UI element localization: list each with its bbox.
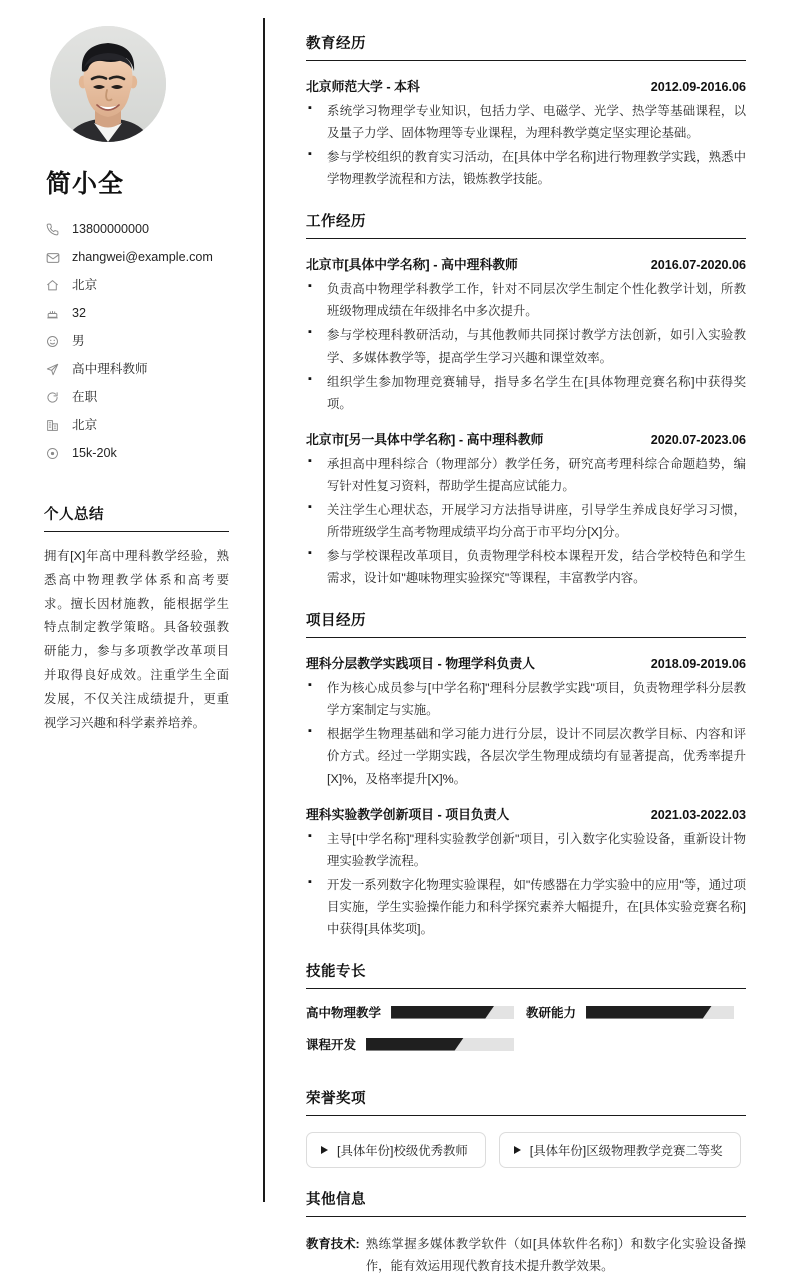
contact-value: 13800000000 [72,221,150,236]
contact-list [44,216,229,467]
skill-item [306,1003,526,1021]
entry-date: 2018.09-2019.06 [650,657,746,672]
contact-item-email [44,244,229,271]
skill-progress-fill [366,1038,464,1051]
section-heading: 项目经历 [306,609,746,638]
entry-date: 2016.07-2020.06 [650,258,746,273]
section-personal-summary [44,503,229,736]
list-item: ▪ 参与学校组织的教育实习活动，在[具体中学名称]进行物理教学实践，熟悉中学物理教学流程和方法，锻炼教学技能。 [306,146,746,190]
face-icon [44,334,61,349]
envelope-icon [44,250,61,265]
entry-date: 2020.07-2023.06 [650,432,746,447]
bullet-list [306,100,746,190]
page-title: 简小全 [46,170,125,198]
section-heading: 荣誉奖项 [306,1087,746,1116]
contact-item-age [44,300,229,327]
entry-header [306,804,746,823]
coin-icon [44,446,61,461]
cake-icon [44,306,61,321]
list-item: ▪ 开发一系列数字化物理实验课程，如"传感器在力学实验中的应用"等，通过项目实施，学生实验操作能力和科学探究素养大幅提升，在[具体实验竞赛名称]中获得[具体奖项]。 [306,874,746,940]
contact-value: 32 [72,305,87,320]
project-entry [306,653,746,789]
education-entry [306,76,746,190]
work-entry [306,429,746,589]
list-item: ▪ 主导[中学名称]"理科实验教学创新"项目，引入数字化实验设备，重新设计物理实验教学流程。 [306,828,746,872]
skill-label: 教研能力 [526,1006,577,1021]
entry-title: 北京市[具体中学名称] - 高中理科教师 [306,257,518,273]
entry-header [306,429,746,448]
contact-item-gender [44,328,229,355]
paper-plane-icon [44,362,61,377]
entry-header [306,254,746,273]
home-icon [44,278,61,293]
list-item: ▪ 负责高中物理学科教学工作，针对不同层次学生制定个性化教学计划，所教班级物理成绩在年级排名中多次提升。 [306,278,746,322]
vertical-divider [263,18,265,1202]
contact-value: 男 [72,333,85,348]
section-heading: 其他信息 [306,1188,746,1217]
other-info-row [306,1233,746,1277]
list-item: ▪ 作为核心成员参与[中学名称]"理科分层教学实践"项目，负责物理学科分层教学方案制定与实施。 [306,677,746,721]
contact-item-location [44,272,229,299]
bullet-list [306,278,746,414]
sidebar [0,0,263,1218]
section-heading: 个人总结 [44,503,229,532]
main-column [263,0,794,1274]
skill-progress-track [391,1006,514,1019]
building-icon [44,418,61,433]
avatar [50,26,166,142]
section-skills [306,960,746,1067]
skill-item [526,1003,746,1021]
contact-value: 北京 [72,277,98,292]
summary-text: 拥有[X]年高中理科教学经验，熟悉高中物理教学体系和高考要求。擅长因材施教，能根据学生特点制定教学策略。具备较强教研能力，参与多项教学改革项目并取得良好成效。注重学生全面发展，不仅关注成绩提升，更重视学习兴趣和科学素养培养。 [44,549,229,730]
contact-value: 15k-20k [72,445,117,460]
section-heading: 技能专长 [306,960,746,989]
contact-item-position [44,356,229,383]
skill-label: 课程开发 [306,1038,357,1053]
contact-item-status [44,384,229,411]
entry-title: 北京市[另一具体中学名称] - 高中理科教师 [306,431,544,447]
section-heading: 教育经历 [306,32,746,61]
contact-value: 北京 [72,417,98,432]
contact-item-salary [44,440,229,467]
list-item: ▪ 系统学习物理学专业知识，包括力学、电磁学、光学、热学等基础课程，以及量子力学、固体物理等专业课程，为理科教学奠定坚实理论基础。 [306,100,746,144]
list-item: ▪ 关注学生心理状态，开展学习方法指导讲座，引导学生养成良好学习习惯，所带班级学生高考物理成绩平均分高于市平均分[X]分。 [306,499,746,543]
skill-label: 高中物理教学 [306,1006,382,1021]
list-item: ▪ 组织学生参加物理竞赛辅导，指导多名学生在[具体物理竞赛名称]中获得奖项。 [306,371,746,415]
skill-progress-fill [586,1006,712,1019]
section-education [306,32,746,190]
entry-title: 北京师范大学 - 本科 [306,79,420,94]
section-work-experience [306,210,746,589]
bullet-list [306,828,746,940]
contact-item-city [44,412,229,439]
work-entry [306,254,746,414]
section-honors [306,1087,746,1168]
list-item: ▪ 承担高中理科综合（物理部分）教学任务，研究高考理科综合命题趋势，编写针对性复习资料，帮助学生提高应试能力。 [306,453,746,497]
bullet-list [306,677,746,789]
list-item: ▪ 参与学校课程改革项目，负责物理学科校本课程开发，结合学校特色和学生需求，设计如"趣味物理实验探究"等课程，丰富教学内容。 [306,545,746,589]
skill-progress-track [366,1038,514,1051]
section-other-info [306,1188,746,1277]
list-item: ▪ 参与学校理科教研活动，与其他教师共同探讨教学方法创新，如引入实验教学、多媒体教学等，提高学生学习兴趣和课堂效率。 [306,324,746,368]
honor-label: [具体年份]校级优秀教师 [337,1144,468,1159]
contact-value: 在职 [72,389,98,404]
contact-value: 高中理科教师 [72,361,148,376]
skills-grid [306,1003,746,1067]
bullet-list [306,453,746,589]
entry-date: 2021.03-2022.03 [650,807,746,822]
entry-date: 2012.09-2016.06 [650,80,746,94]
play-triangle-icon [514,1146,521,1154]
phone-icon [44,222,61,237]
contact-item-phone [44,216,229,243]
honor-badge [306,1132,486,1168]
entry-title: 理科实验教学创新项目 - 项目负责人 [306,806,510,822]
skill-progress-track [586,1006,734,1019]
list-item: ▪ 根据学生物理基础和学习能力进行分层，设计不同层次教学目标、内容和评价方式。经过一学期实践，各层次学生物理成绩均有显著提高，优秀率提升[X]%，及格率提升[X]%。 [306,723,746,789]
portrait-photo-icon [50,26,166,142]
play-triangle-icon [321,1146,328,1154]
other-info-label: 教育技术: [306,1237,360,1252]
entry-header [306,76,746,95]
refresh-icon [44,390,61,405]
entry-header [306,653,746,672]
other-info-value: 熟练掌握多媒体教学软件（如[具体软件名称]）和数字化实验设备操作，能有效运用现代教育技术提升教学效果。 [365,1237,746,1274]
section-projects [306,609,746,940]
contact-value: zhangwei@example.com [72,249,213,264]
project-entry [306,804,746,940]
honor-label: [具体年份]区级物理教学竞赛二等奖 [529,1144,723,1159]
skill-item [306,1035,526,1053]
honor-badge [499,1132,741,1168]
entry-title: 理科分层教学实践项目 - 物理学科负责人 [306,656,535,672]
honors-list [306,1132,746,1168]
section-heading: 工作经历 [306,210,746,239]
skill-progress-fill [391,1006,494,1019]
